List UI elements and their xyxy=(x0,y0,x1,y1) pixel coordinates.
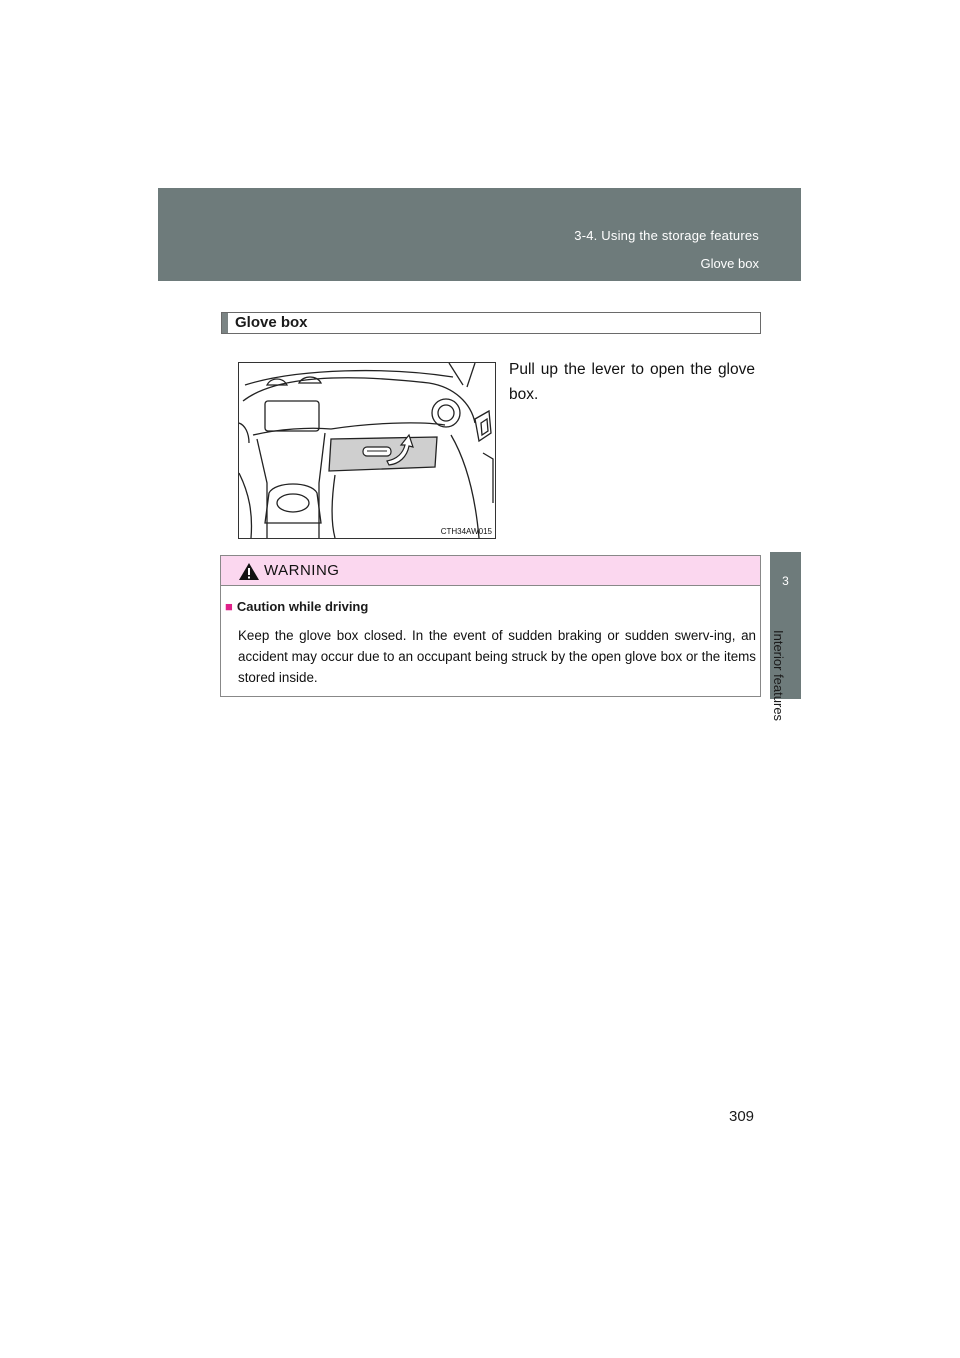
warning-item-title-text: Caution while driving xyxy=(236,599,369,614)
warning-body: Keep the glove box closed. In the event of sudden braking or sudden swerv-ing, an accident may occur due to an occupant being struck by the open glove box or the items stored inside. xyxy=(238,628,756,685)
section-title: Glove box xyxy=(235,314,308,331)
page-number: 309 xyxy=(729,1108,755,1125)
header-section-title: 3-4. Using the storage features xyxy=(574,228,759,243)
warning-item-title xyxy=(225,599,368,614)
warning-label: WARNING xyxy=(264,562,340,579)
figure-code: CTH34AW015 xyxy=(440,527,492,536)
header-band xyxy=(158,188,801,281)
instruction-text: Pull up the lever to open the glove box. xyxy=(509,361,755,403)
chapter-label: Interior features xyxy=(771,630,786,722)
glove-box-illustration xyxy=(238,362,496,539)
warning-triangle-icon xyxy=(238,562,260,581)
dashboard-drawing xyxy=(239,363,495,538)
section-title-bar xyxy=(221,312,761,334)
bullet-square-icon: ■ xyxy=(225,599,233,614)
warning-header xyxy=(221,556,760,586)
header-subsection-title: Glove box xyxy=(700,256,759,271)
warning-box xyxy=(220,555,761,697)
section-title-accent xyxy=(222,313,228,333)
chapter-number: 3 xyxy=(782,574,789,588)
